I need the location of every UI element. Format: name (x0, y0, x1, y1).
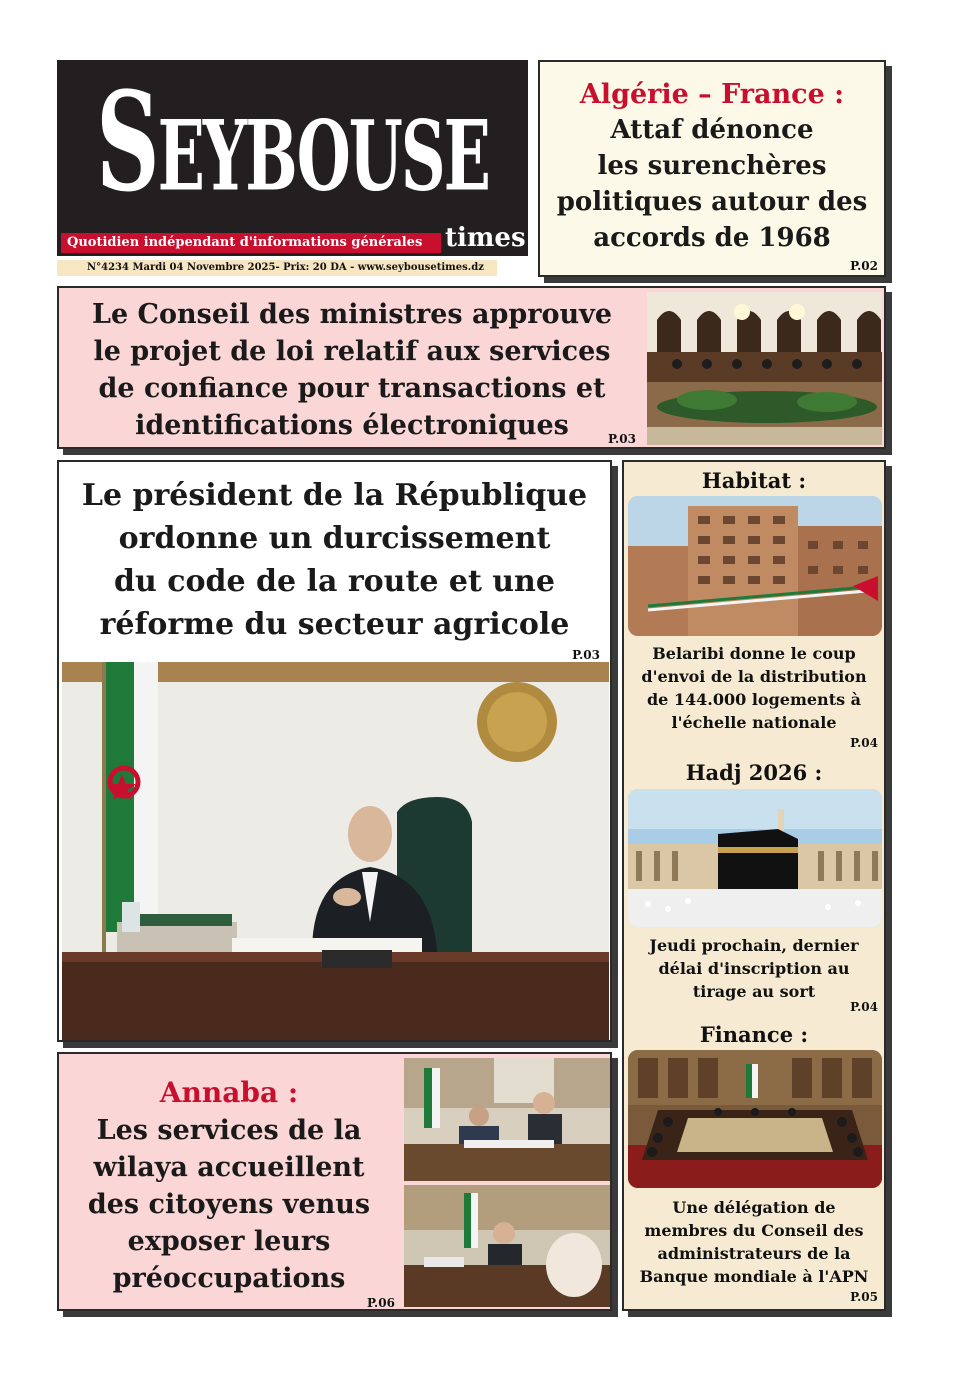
top-story-kicker: Algérie – France : (579, 79, 845, 110)
annaba-story-kicker: Annaba : (159, 1076, 299, 1109)
section-label-habitat: Habitat : (701, 468, 807, 493)
top-story-line: les surenchères (597, 151, 827, 181)
issue-line: N°4234 Mardi 04 Novembre 2025- Prix: 20 DA - www.seybousetimes.dz (57, 260, 497, 276)
main-story-line: réforme du secteur agricole (99, 607, 570, 642)
page-ref: P.03 (608, 432, 636, 446)
hadj-caption (624, 934, 884, 1003)
habitat-caption-line: de 144.000 logements à (646, 690, 862, 709)
habitat-caption-line: Belaribi donne le coup (652, 644, 856, 663)
page-ref: P.03 (572, 648, 600, 662)
finance-caption-line: membres du Conseil des (644, 1221, 864, 1240)
top-story-line: Attaf dénonce (610, 115, 814, 145)
wilaya-meeting-photo-2 (404, 1185, 610, 1307)
top-story-line: accords de 1968 (593, 223, 831, 253)
hadj-caption-line: délai d'inscription au (658, 959, 850, 978)
wilaya-meeting-photo-1 (404, 1058, 610, 1181)
finance-caption (624, 1196, 884, 1288)
hadj-caption-line: Jeudi prochain, dernier (649, 936, 859, 955)
apn-meeting-photo[interactable] (628, 1050, 882, 1188)
page-ref: P.04 (850, 1000, 878, 1014)
page-ref: P.04 (850, 736, 878, 750)
habitat-caption-line: d'envoi de la distribution (641, 667, 867, 686)
hadj-caption-line: tirage au sort (692, 982, 816, 1001)
masthead (57, 60, 528, 256)
masthead-times: times (445, 223, 526, 253)
main-story-line: ordonne un durcissement (118, 521, 551, 556)
annaba-story-line: Les services de la (96, 1115, 362, 1146)
page-ref: P.05 (850, 1290, 878, 1304)
annaba-story-line: exposer leurs (127, 1226, 331, 1257)
finance-caption-line: Une délégation de (672, 1198, 836, 1217)
section-label-hadj: Hadj 2026 : (685, 760, 823, 785)
page-ref: P.02 (850, 259, 878, 273)
annaba-story-line: des citoyens venus (87, 1189, 371, 1220)
logo: Seybouse (96, 60, 489, 223)
page-ref: P.06 (367, 1296, 395, 1310)
main-story-line: Le président de la République (81, 478, 588, 513)
finance-caption-line: administrateurs de la (657, 1244, 851, 1263)
council-meeting-photo (647, 292, 882, 445)
conseil-story-line: identifications électroniques (135, 410, 569, 441)
habitat-caption-line: l'échelle nationale (671, 713, 837, 732)
kaaba-photo[interactable] (628, 789, 882, 927)
conseil-story-line: le projet de loi relatif aux services (93, 336, 611, 367)
main-story-box[interactable] (57, 460, 612, 1042)
section-label-finance: Finance : (699, 1022, 809, 1047)
conseil-story-line: de confiance pour transactions et (98, 373, 606, 404)
main-story-line: du code de la route et une (114, 564, 555, 599)
habitat-buildings-photo[interactable] (628, 496, 882, 636)
conseil-story-line: Le Conseil des ministres approuve (91, 299, 612, 330)
president-office-photo (62, 662, 609, 1040)
sidebar-box (622, 460, 886, 1311)
top-story-box[interactable] (538, 60, 886, 277)
habitat-caption (624, 642, 884, 734)
annaba-story-line: wilaya accueillent (93, 1152, 365, 1183)
annaba-story-line: préoccupations (112, 1263, 346, 1294)
conseil-story-box[interactable] (57, 286, 886, 449)
masthead-tagline: Quotidien indépendant d'informations générales (61, 233, 441, 253)
finance-caption-line: Banque mondiale à l'APN (639, 1267, 869, 1286)
annaba-story-box[interactable] (57, 1052, 612, 1311)
top-story-line: politiques autour des (556, 187, 868, 217)
